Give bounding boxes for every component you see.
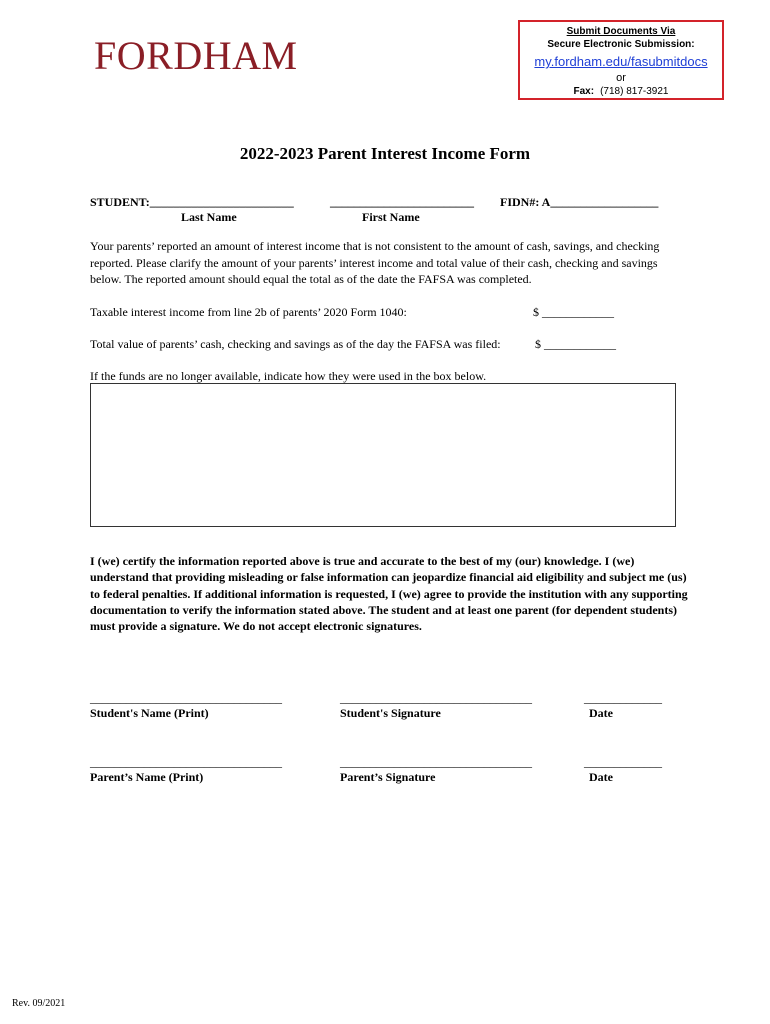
parent-signature-line[interactable]: ________________________________ [340, 755, 532, 769]
submit-box-subtitle: Secure Electronic Submission: [547, 39, 695, 50]
fax-number: (718) 817-3921 [600, 86, 669, 97]
first-name-label: First Name [362, 210, 420, 224]
fordham-logo: FORDHAM [94, 33, 298, 78]
submit-box-or: or [616, 72, 626, 84]
student-label: STUDENT:________________________ [90, 195, 294, 209]
funds-instruction: If the funds are no longer available, indicate how they were used in the box below. [90, 369, 487, 383]
parent-signature-label: Parent’s Signature [340, 770, 436, 784]
parent-date-label: Date [589, 770, 613, 784]
student-signature-label: Student's Signature [340, 706, 441, 720]
intro-paragraph: Your parents’ reported an amount of interest income that is not consistent to the amount of cash, savings, and checking reported. Please clarify the amount of your parents’ interest income and total value of their cash, checking and savings below. The reported amount should equal the total as of the date the FAFSA was completed. [90, 239, 660, 286]
parent-name-line[interactable]: ________________________________ [90, 755, 282, 769]
student-name-label: Student's Name (Print) [90, 706, 209, 720]
form-title: 2022-2023 Parent Interest Income Form [239, 144, 531, 163]
certification-statement: I (we) certify the information reported above is true and accurate to the best of my (our) knowledge. I (we) understand that providing misleading or false information can jeopardize financial aid eligibility and subject me (us) to federal penalties. If additional information is requested, I (we) agree to provide the institution with any supporting documentation to verify the information stated above. The student and at least one parent (for dependent students) must provide a signature. We do not accept electronic signatures. [90, 554, 688, 634]
fax-line [520, 85, 722, 98]
submit-docs-link[interactable]: my.fordham.edu/fasubmitdocs [534, 54, 708, 69]
student-date-line[interactable]: _____________ [584, 691, 662, 705]
fax-label: Fax: [573, 86, 595, 97]
last-name-label: Last Name [181, 210, 237, 224]
first-name-blank[interactable]: ________________________ [330, 195, 474, 209]
parent-date-line[interactable]: _____________ [584, 755, 662, 769]
total-value-label: Total value of parents’ cash, checking and savings as of the day the FAFSA was filed: [90, 337, 501, 351]
submit-documents-box [518, 20, 724, 100]
total-value-blank[interactable]: $ ____________ [535, 337, 616, 351]
fidn-field[interactable]: FIDN#: A__________________ [500, 195, 659, 209]
parent-name-label: Parent’s Name (Print) [90, 770, 204, 784]
student-name-line[interactable]: ________________________________ [90, 691, 282, 705]
taxable-income-blank[interactable]: $ ____________ [533, 305, 614, 319]
funds-usage-box[interactable] [90, 383, 676, 527]
taxable-income-label: Taxable interest income from line 2b of parents’ 2020 Form 1040: [90, 305, 407, 319]
student-signature-line[interactable]: ________________________________ [340, 691, 532, 705]
submit-box-title: Submit Documents Via [566, 26, 676, 37]
student-date-label: Date [589, 706, 613, 720]
revision-note: Rev. 09/2021 [12, 998, 66, 1009]
